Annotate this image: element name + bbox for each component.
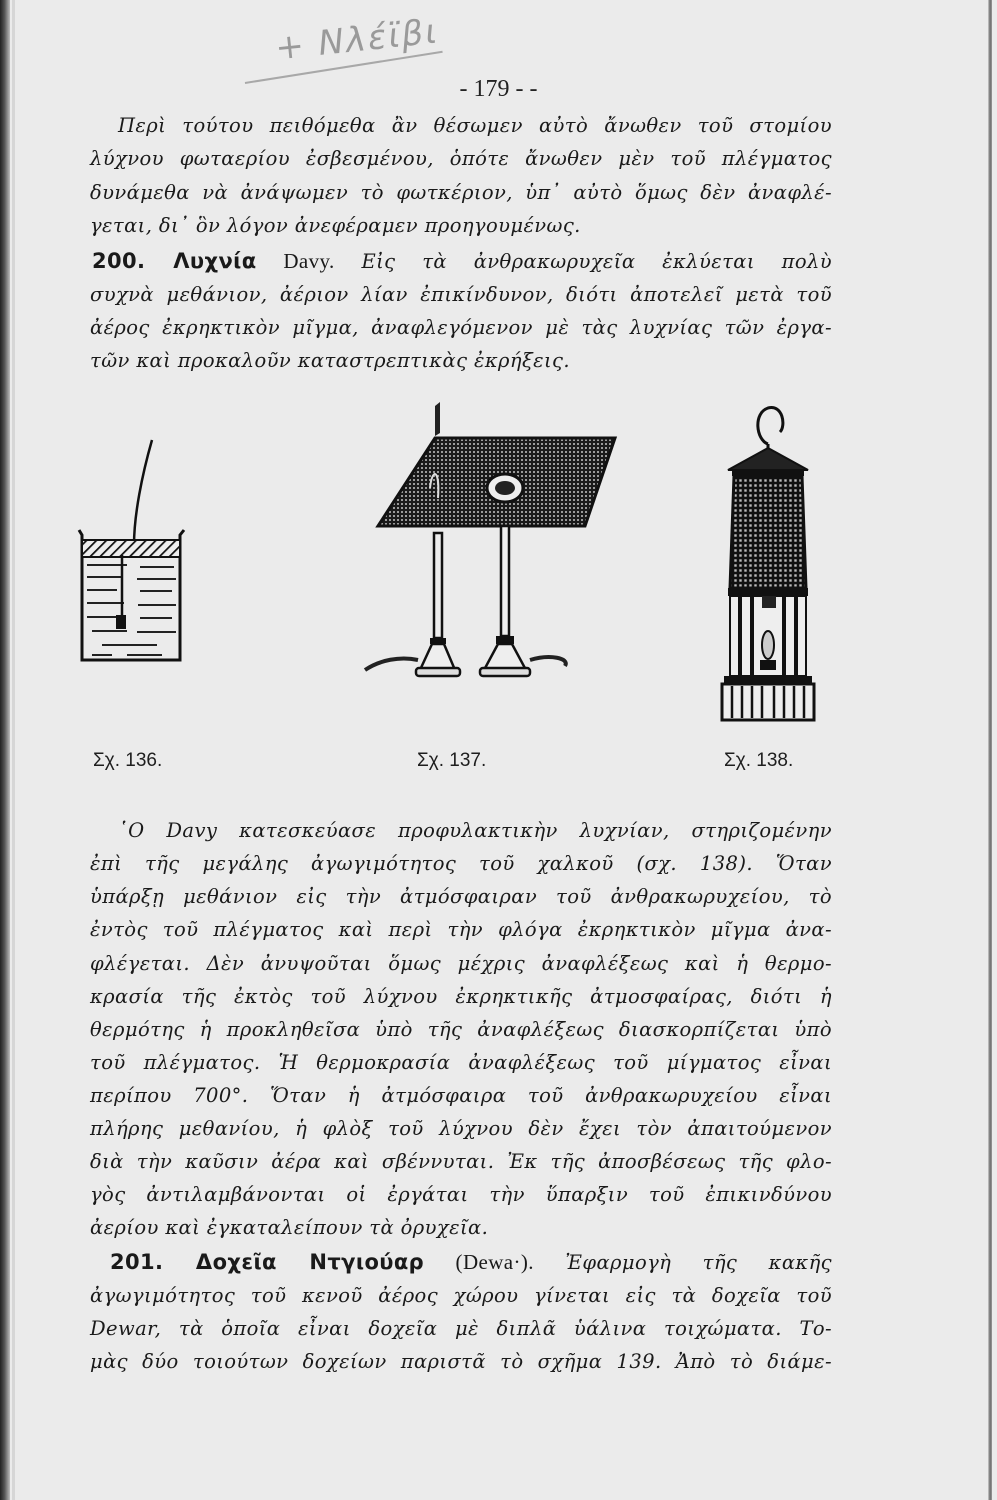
davy-paragraph-line: ἀερίου καὶ ἐγκαταλείπουν τὰ ὀρυχεῖα. xyxy=(90,1216,489,1239)
page-number: - 179 - - xyxy=(459,76,538,102)
intro-line: Περὶ τούτου πειθόμεθα ἂν θέσωμεν αὐτὸ ἄνωθεν τοῦ στομίου xyxy=(118,114,832,137)
section-200-line: τῶν καὶ προκαλοῦν καταστρεπτικὰς ἐκρήξεις. xyxy=(90,349,570,372)
scan-left-edge-highlight xyxy=(12,0,15,1500)
figure-137-caption: Σχ. 137. xyxy=(417,750,487,771)
section-201-title: 201. Δοχεῖα Ντγιούαρ xyxy=(110,1250,425,1274)
davy-paragraph-line: πλήρης μεθανίου, ἡ φλὸξ τοῦ λύχνου δὲν ἔχει τὸν ἀπαιτούμενον xyxy=(90,1117,832,1140)
davy-paragraph-line: περίπου 700°. Ὅταν ἡ ἀτμόσφαιρα τοῦ ἀνθρακωρυχείου εἶναι xyxy=(90,1084,832,1107)
davy-paragraph-line: διὰ τὴν καῦσιν ἀέρα καὶ σβέννυται. Ἐκ τῆς ἀποσβέσεως τῆς φλο- xyxy=(90,1150,832,1173)
section-200-heading-line xyxy=(92,248,832,275)
section-200-first-line: Εἰς τὰ ἀνθρακωρυχεῖα ἐκλύεται πολὺ xyxy=(361,250,832,273)
section-200-line: ἀέρος ἐκρηκτικὸν μῖγμα, ἀναφλεγόμενον μὲ τὰς λυχνίας τῶν ἐργα- xyxy=(90,316,832,339)
davy-paragraph-line: θερμότης ἡ προκληθεῖσα ὑπὸ τῆς ἀναφλέξεως διασκορπίζεται ὑπὸ xyxy=(90,1018,832,1041)
section-200-title: 200. Λυχνία xyxy=(92,249,257,273)
pencil-annotation: + Nλέϊβι xyxy=(273,11,441,69)
scan-left-edge xyxy=(0,0,10,1500)
intro-line: δυνάμεθα νὰ ἀνάψωμεν τὸ φωτκέριον, ὑπ᾿ αὐτὸ ὅμως δὲν ἀναφλέ- xyxy=(90,181,832,204)
section-201-line: μὰς δύο τοιούτων δοχείων παριστᾶ τὸ σχῆμα 139. Ἀπὸ τὸ διάμε- xyxy=(90,1350,832,1373)
section-201-line: Dewar, τὰ ὁποῖα εἶναι δοχεῖα μὲ διπλᾶ ὑάλινα τοιχώματα. Το- xyxy=(90,1317,832,1340)
figure-137-gauze-burners xyxy=(360,398,625,683)
davy-paragraph-line: γὸς ἀντιλαμβάνονται οἱ ἐργάται τὴν ὕπαρξιν τοῦ ἐπικινδύνου xyxy=(90,1183,832,1206)
davy-paragraph-line: κρασία τῆς ἐκτὸς τοῦ λύχνου ἐκρηκτικῆς ἀτμοσφαίρας, διότι ἡ xyxy=(90,985,832,1008)
scan-right-edge xyxy=(988,0,992,1500)
davy-paragraph-line: ἐντὸς τοῦ πλέγματος καὶ περὶ τὴν φλόγα ἐκρηκτικὸν μῖγμα ἀνα- xyxy=(90,918,832,941)
davy-paragraph-line: ὑπάρξῃ μεθάνιον εἰς τὴν ἀτμόσφαιραν τοῦ ἀνθρακωρυχείου, τὸ xyxy=(90,885,832,908)
section-200-line: συχνὰ μεθάνιον, ἀέριον λίαν ἐπικίνδυνον, διότι ἀποτελεῖ μετὰ τοῦ xyxy=(90,283,832,306)
davy-paragraph-line: ἐπὶ τῆς μεγάλης ἀγωγιμότητος τοῦ χαλκοῦ (σχ. 138). Ὅταν xyxy=(90,852,832,875)
davy-paragraph-line: φλέγεται. Δὲν ἀνυψοῦται ὅμως μέχρις ἀναφλέξεως καὶ ἡ θερμο- xyxy=(90,952,832,975)
section-201-line: ἀγωγιμότητος τοῦ κενοῦ ἀέρος χώρου γίνεται εἰς τὰ δοχεῖα τοῦ xyxy=(90,1284,832,1307)
section-201-title-suffix: (Dewa·). xyxy=(455,1250,534,1274)
section-201-heading-line xyxy=(110,1249,832,1276)
figure-136-caption: Σχ. 136. xyxy=(93,750,163,771)
davy-paragraph-line: τοῦ πλέγματος. Ἡ θερμοκρασία ἀναφλέξεως τοῦ μίγματος εἶναι xyxy=(90,1051,832,1074)
intro-line: λύχνου φωταερίου ἐσβεσμένου, ὁπότε ἄνωθεν μὲν τοῦ πλέγματος xyxy=(90,147,832,170)
figure-138-davy-lamp xyxy=(718,398,818,723)
figure-136-beaker xyxy=(72,435,197,665)
davy-paragraph-line: ῾Ο Davy κατεσκεύασε προφυλακτικὴν λυχνίαν, στηριζομένην xyxy=(118,819,832,842)
section-201-first-line: Ἐφαρμογὴ τῆς κακῆς xyxy=(565,1251,833,1274)
figure-138-caption: Σχ. 138. xyxy=(724,750,794,771)
section-200-title-suffix: Davy. xyxy=(283,249,335,273)
intro-line: γεται, δι᾿ ὃν λόγον ἀνεφέραμεν προηγουμένως. xyxy=(90,214,581,237)
